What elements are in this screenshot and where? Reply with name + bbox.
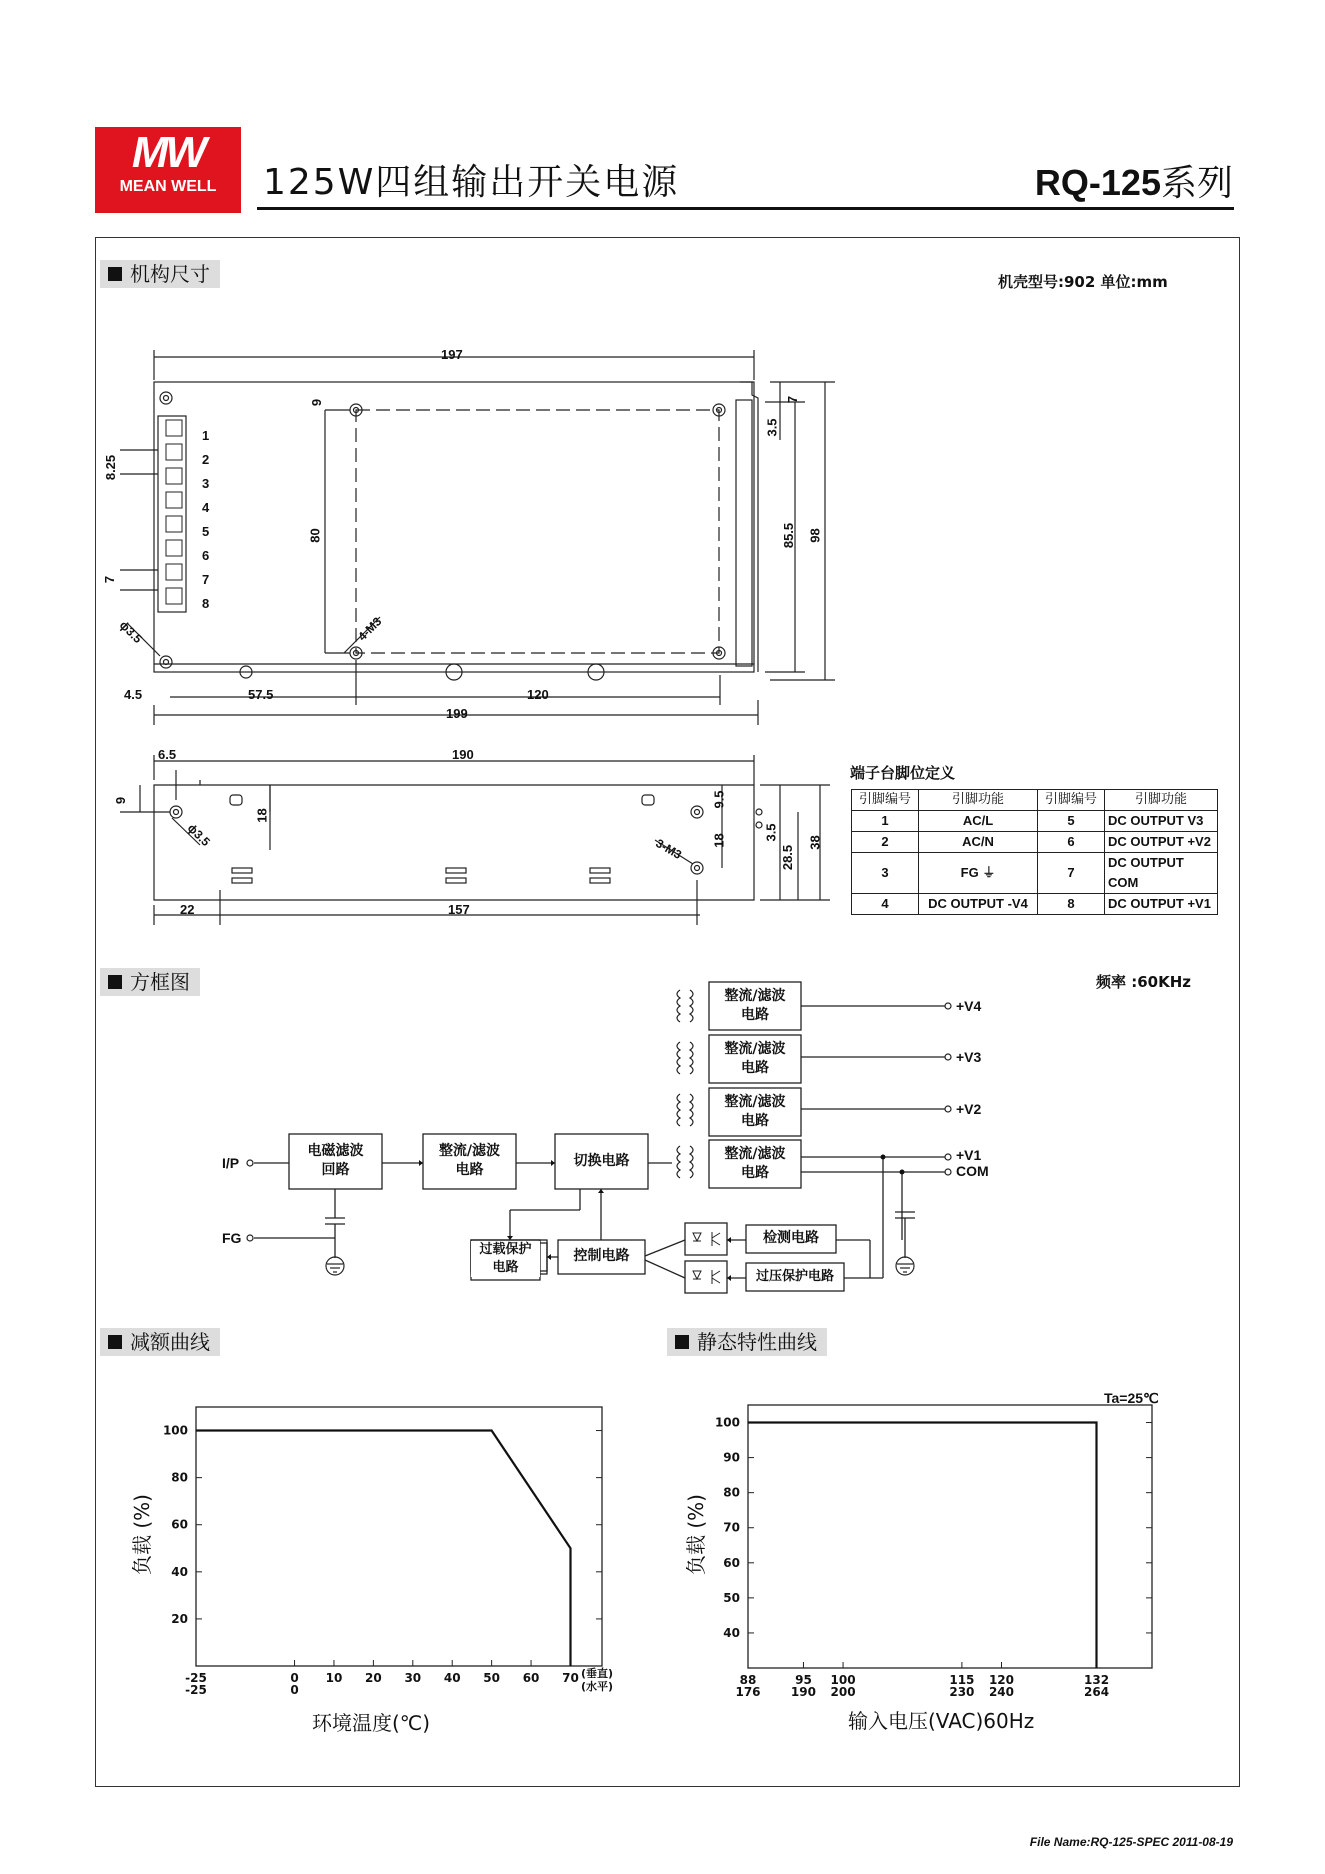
x-tick-label: 88 [739,1673,757,1687]
output-v4-label: +V4 [956,998,982,1014]
y-tick-label: 100 [162,1423,188,1438]
section-mechanical-title: 机构尺寸 [130,262,210,286]
dim-157: 157 [448,902,470,917]
output-rectifier-line1: 整流/滤波 [724,988,786,1004]
ta-note: Ta=25℃ [1104,1390,1159,1406]
x-tick-label: 100 [830,1673,856,1687]
x-tick-label-230v: 230 [949,1685,975,1699]
dim-8-25: 8.25 [103,454,119,481]
pin-no: 2 [852,832,919,853]
pin-function: AC/L [919,811,1038,832]
pin-function: DC OUTPUT -V4 [919,894,1038,915]
x-tick-label-230v: 176 [735,1685,761,1699]
y-tick-label: 60 [171,1517,188,1532]
dim-199: 199 [446,706,468,721]
output-rectifier-line2: 电路 [741,1060,769,1076]
dim-57-5: 57.5 [248,687,274,702]
terminal-number: 6 [202,548,210,563]
terminal-number: 5 [202,524,210,539]
document-title: 125W四组输出开关电源 [263,162,680,203]
pin-function: DC OUTPUT COM [1105,853,1218,894]
dim-38: 38 [807,835,823,850]
x-tick-label: -25 [185,1671,207,1685]
dim-197: 197 [441,347,463,362]
x-tick-label: 40 [443,1671,461,1685]
x-tick-label-230v: 240 [988,1685,1015,1699]
dim-18-right: 18 [711,833,727,848]
olp-line1: 过载保护 [479,1242,532,1257]
pin-function: AC/N [919,832,1038,853]
x-tick-label-230v: 200 [830,1685,856,1699]
pin-no: 7 [1038,853,1105,894]
output-v2-label: +V2 [956,1101,982,1117]
static-curve [748,1423,1097,1669]
logo-mark: MW [131,128,205,177]
pin-no: 3 [852,853,919,894]
series-model: RQ-125 [1034,162,1161,203]
x-tick-label: 115 [949,1673,975,1687]
dim-9-side: 9 [113,796,129,805]
dim-80: 80 [307,528,323,543]
dim-85-5: 85.5 [781,522,797,549]
terminal-number: 4 [202,500,210,515]
x-tick-label: 132 [1084,1673,1110,1687]
y-tick-label: 80 [723,1485,740,1500]
rectifier-line2: 电路 [455,1162,484,1178]
fg-label: FG [222,1230,242,1246]
output-rectifier-line2: 电路 [741,1007,769,1023]
dim-7-top: 7 [785,395,801,404]
series-suffix: 系列 [1160,163,1233,204]
dim-190: 190 [452,747,474,762]
logo-name: MEAN WELL [95,177,241,197]
dim-9-5: 9.5 [711,790,727,809]
y-tick-label: 20 [171,1611,188,1626]
y-tick-label: 40 [723,1625,740,1640]
x-tick-label-230v: 190 [790,1685,816,1699]
output-rectifier-line2: 电路 [741,1113,769,1129]
dim-98: 98 [807,528,823,543]
pin-function: DC OUTPUT V3 [1105,811,1218,832]
dim-phi-3-5-top: ϕ3.5 [116,617,145,647]
static-ylabel: 负载 (%) [684,1494,708,1575]
dim-18-left: 18 [254,808,270,823]
output-com-label: COM [956,1163,989,1179]
dim-120: 120 [527,687,549,702]
y-tick-label: 50 [723,1590,740,1605]
pin-no: 5 [1038,811,1105,832]
x-tick-label: 10 [325,1671,343,1685]
derating-curve [196,1431,571,1667]
case-note: 机壳型号:902 单位:mm [998,273,1168,291]
header-pin-no: 引脚编号 [852,790,919,811]
output-rectifier-line1: 整流/滤波 [724,1041,786,1057]
header-pin-function: 引脚功能 [919,790,1038,811]
output-v3-label: +V3 [956,1049,982,1065]
y-tick-label: 70 [723,1520,740,1535]
footer-file-name: File Name:RQ-125-SPEC 2011-08-19 [1029,1835,1233,1849]
y-tick-label: 90 [723,1450,740,1465]
terminal-number: 3 [202,476,210,491]
rectifier-line1: 整流/滤波 [438,1143,501,1159]
dim-3-m3: 3-M3 [653,836,685,862]
section-static-title: 静态特性曲线 [697,1330,817,1354]
pin-no: 1 [852,811,919,832]
dim-phi-3-5-side: ϕ3.5 [184,820,213,850]
header-pin-function: 引脚功能 [1105,790,1218,811]
emi-filter-line2: 回路 [321,1162,350,1178]
section-derating-title: 减额曲线 [130,1330,210,1354]
x-tick-label: 30 [404,1671,422,1685]
frequency-note: 频率 :60KHz [1096,973,1192,991]
dim-6-5: 6.5 [158,747,177,762]
dim-9-top: 9 [309,398,325,407]
x-tick-label-horizontal: 0 [290,1683,299,1697]
pin-no: 8 [1038,894,1105,915]
terminal-number: 2 [202,452,210,467]
plot-frame [196,1407,602,1666]
x-tick-label: 20 [365,1671,382,1685]
switching-block: 切换电路 [573,1153,630,1169]
output-rectifier-line1: 整流/滤波 [724,1146,786,1162]
emi-filter-line1: 电磁滤波 [307,1143,364,1159]
dim-3-5-top: 3.5 [764,418,780,437]
x-tick-label: 120 [988,1673,1015,1687]
derating-xlabel: 环境温度(℃) [312,1711,431,1735]
pin-function: FG ⏚ [919,853,1038,894]
output-v1-label: +V1 [956,1147,982,1163]
derating-axis-note [581,1667,613,1693]
dim-22: 22 [180,902,195,917]
olp-line2: 电路 [492,1260,519,1275]
detection-block: 检测电路 [763,1230,819,1246]
x-tick-label: 0 [290,1671,299,1685]
static-xlabel: 输入电压(VAC)60Hz [848,1709,1035,1733]
x-tick-label-horizontal: -25 [185,1683,207,1697]
output-rectifier-line2: 电路 [741,1165,769,1181]
pin-table-title: 端子台脚位定义 [850,764,956,782]
terminal-number: 1 [202,428,210,443]
x-tick-label: 70 [562,1671,579,1685]
header-pin-no: 引脚编号 [1038,790,1105,811]
derating-ylabel: 负载 (%) [130,1494,154,1575]
x-tick-label: 60 [522,1671,540,1685]
terminal-number: 8 [202,596,210,611]
dim-7-terminal: 7 [102,575,118,584]
section-block-diagram-title: 方框图 [130,970,190,994]
plot-frame [748,1405,1152,1668]
x-tick-label: 50 [483,1671,500,1685]
dim-4-m3: 4-M3 [355,614,385,644]
dim-3-5-side: 3.5 [763,823,779,842]
control-block: 控制电路 [573,1248,630,1264]
pin-no: 6 [1038,832,1105,853]
pin-no: 4 [852,894,919,915]
axis-note-horizontal: (水平) [581,1680,614,1693]
axis-note-vertical: (垂直) [581,1667,614,1680]
pin-function: DC OUTPUT +V1 [1105,894,1218,915]
y-tick-label: 80 [171,1470,188,1485]
ovp-block: 过压保护电路 [755,1269,834,1284]
output-rectifier-line1: 整流/滤波 [724,1094,786,1110]
y-tick-label: 40 [171,1564,188,1579]
y-tick-label: 100 [714,1415,740,1430]
terminal-number: 7 [202,572,210,587]
y-tick-label: 60 [723,1555,740,1570]
x-tick-label-230v: 264 [1084,1685,1110,1699]
pin-function: DC OUTPUT +V2 [1105,832,1218,853]
x-tick-label: 95 [795,1673,812,1687]
input-label: I/P [222,1155,240,1171]
dim-4-5: 4.5 [124,687,143,702]
dim-28-5: 28.5 [780,844,796,871]
